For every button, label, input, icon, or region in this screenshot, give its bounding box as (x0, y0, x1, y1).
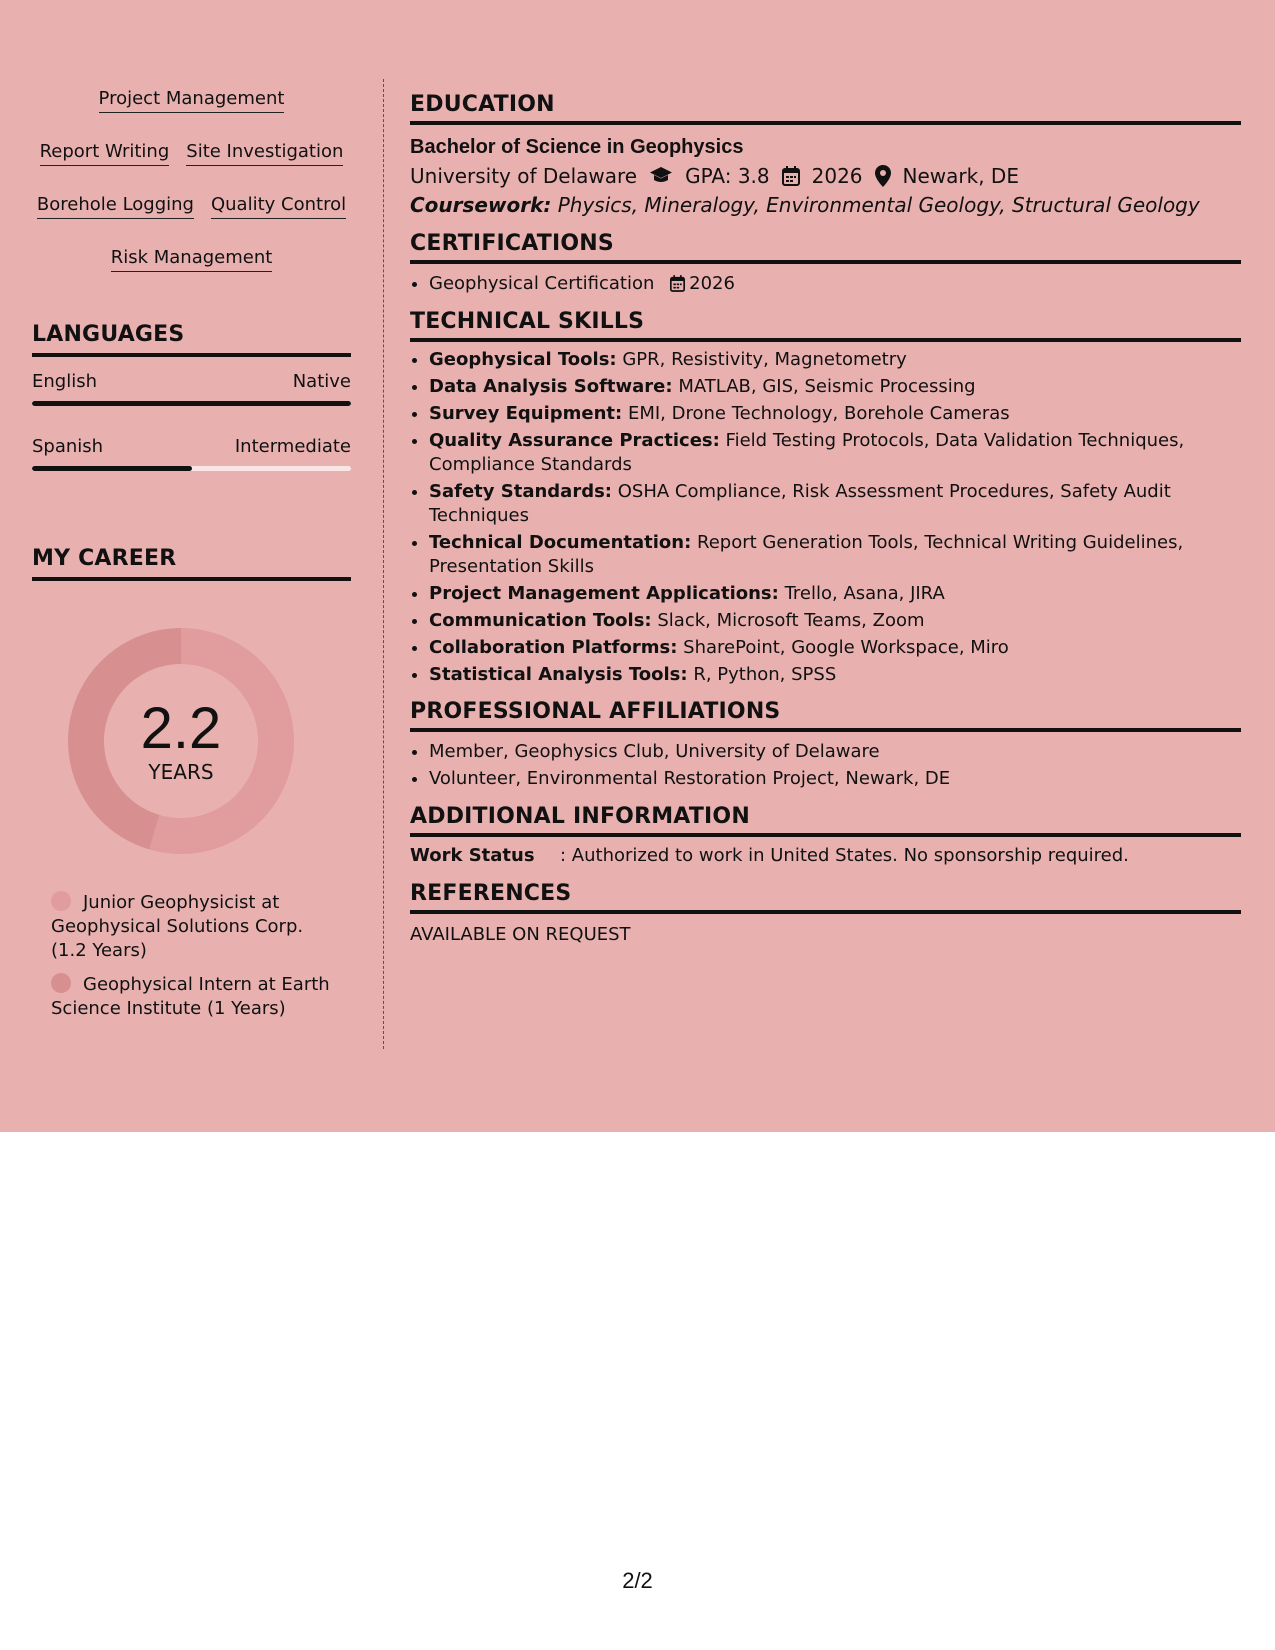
certifications-section (410, 231, 1241, 297)
language-item (32, 371, 351, 406)
graduation-year: 2026 (811, 164, 863, 188)
legend-dot-icon (51, 891, 71, 911)
school-name: University of Delaware (410, 164, 638, 188)
section-heading: REFERENCES (410, 881, 1241, 914)
technical-skill-value: Field Testing Protocols, Data Validation Techniques, Compliance Standards (429, 430, 1185, 475)
language-level: Native (292, 371, 351, 392)
left-column (32, 80, 351, 1031)
technical-skill-item (429, 402, 1241, 426)
technical-skill-item (429, 480, 1241, 528)
graduation-cap-icon (649, 166, 673, 186)
technical-skill-value: GPR, Resistivity, Magnetometry (622, 349, 907, 370)
language-proficiency-fill (32, 466, 192, 471)
technical-skill-item (429, 375, 1241, 399)
career-legend (51, 891, 341, 1021)
affiliation-item: • Volunteer, Environmental Restoration Project, Newark, DE (429, 765, 1241, 792)
language-proficiency-fill (32, 401, 351, 406)
affiliations-section (410, 699, 1241, 792)
coursework (410, 191, 1241, 219)
technical-skill-item (429, 429, 1241, 477)
affiliation-item: • Member, Geophysics Club, University of Delaware (429, 738, 1241, 765)
page-number: 2/2 (622, 1568, 653, 1593)
location-pin-icon (875, 165, 891, 187)
work-status-value: : Authorized to work in United States. No sponsorship required. (560, 845, 1129, 866)
technical-skill-item (429, 609, 1241, 633)
work-status-label: Work Status (410, 845, 535, 866)
language-level: Intermediate (234, 436, 351, 457)
technical-skill-item (429, 582, 1241, 606)
technical-skill-label: Project Management Applications: (429, 583, 779, 604)
career-legend-label: Geophysical Intern at Earth Science Institute (1 Years) (51, 974, 330, 1019)
languages-heading: LANGUAGES (32, 322, 351, 357)
technical-skill-label: Quality Assurance Practices: (429, 430, 720, 451)
technical-skill-label: Safety Standards: (429, 481, 612, 502)
calendar-icon (782, 166, 800, 186)
education-section (410, 92, 1241, 219)
certification-item (429, 270, 1241, 297)
language-name: Spanish (32, 436, 104, 457)
technical-skill-label: Data Analysis Software: (429, 376, 673, 397)
calendar-icon (670, 275, 685, 292)
certification-year: 2026 (689, 273, 735, 294)
technical-skill-value: R, Python, SPSS (693, 664, 837, 685)
technical-skill-value: Slack, Microsoft Teams, Zoom (657, 610, 925, 631)
degree-title: Bachelor of Science in Geophysics (410, 136, 744, 158)
technical-skill-value: SharePoint, Google Workspace, Miro (683, 637, 1009, 658)
additional-info-section (410, 804, 1241, 869)
section-heading: TECHNICAL SKILLS (410, 309, 1241, 342)
skills-cloud (32, 80, 351, 272)
technical-skill-label: Communication Tools: (429, 610, 652, 631)
technical-skills-section (410, 309, 1241, 687)
references-text: AVAILABLE ON REQUEST (410, 924, 631, 945)
technical-skill-value: MATLAB, GIS, Seismic Processing (678, 376, 976, 397)
right-column (410, 92, 1241, 960)
language-proficiency-bar (32, 466, 351, 471)
section-heading: PROFESSIONAL AFFILIATIONS (410, 699, 1241, 732)
certification-name: Geophysical Certification (429, 273, 655, 294)
legend-dot-icon (51, 973, 71, 993)
skill-tag: Project Management (99, 88, 285, 113)
column-divider (383, 79, 384, 1049)
technical-skill-item (429, 636, 1241, 660)
career-total-unit: YEARS (148, 760, 214, 784)
technical-skill-label: Statistical Analysis Tools: (429, 664, 688, 685)
skill-tag: Borehole Logging (37, 194, 194, 219)
technical-skill-value: OSHA Compliance, Risk Assessment Procedures, Safety Audit Techniques (429, 481, 1171, 526)
career-legend-item (51, 973, 341, 1021)
technical-skill-value: Trello, Asana, JIRA (784, 583, 945, 604)
skill-tag: Quality Control (211, 194, 346, 219)
career-total-value: 2.2 (140, 696, 222, 761)
skill-tag: Risk Management (111, 247, 273, 272)
education-location: Newark, DE (902, 164, 1019, 188)
career-legend-item (51, 891, 341, 963)
career-legend-label: Junior Geophysicist at Geophysical Solutions Corp. (1.2 Years) (51, 892, 304, 961)
language-item (32, 436, 351, 471)
coursework-list: Physics, Mineralogy, Environmental Geology, Structural Geology (557, 193, 1200, 217)
section-heading: CERTIFICATIONS (410, 231, 1241, 264)
technical-skills-list (410, 348, 1241, 687)
work-status (410, 843, 1241, 869)
technical-skill-value: EMI, Drone Technology, Borehole Cameras (627, 403, 1010, 424)
section-heading: EDUCATION (410, 92, 1241, 125)
education-details (410, 161, 1241, 191)
technical-skill-label: Survey Equipment: (429, 403, 623, 424)
technical-skill-item (429, 348, 1241, 372)
language-proficiency-bar (32, 401, 351, 406)
technical-skill-item (429, 531, 1241, 579)
language-name: English (32, 371, 97, 392)
skill-tag: Report Writing (40, 141, 170, 166)
references-section (410, 881, 1241, 948)
technical-skill-label: Collaboration Platforms: (429, 637, 678, 658)
coursework-label: Coursework: (410, 193, 552, 217)
section-heading: ADDITIONAL INFORMATION (410, 804, 1241, 837)
gpa: GPA: 3.8 (685, 164, 770, 188)
technical-skill-value: Report Generation Tools, Technical Writing Guidelines, Presentation Skills (429, 532, 1184, 577)
career-heading: MY CAREER (32, 546, 351, 581)
career-donut-chart (66, 626, 296, 856)
skill-tag: Site Investigation (186, 141, 343, 166)
technical-skill-item (429, 663, 1241, 687)
technical-skill-label: Technical Documentation: (429, 532, 692, 553)
technical-skill-label: Geophysical Tools: (429, 349, 617, 370)
